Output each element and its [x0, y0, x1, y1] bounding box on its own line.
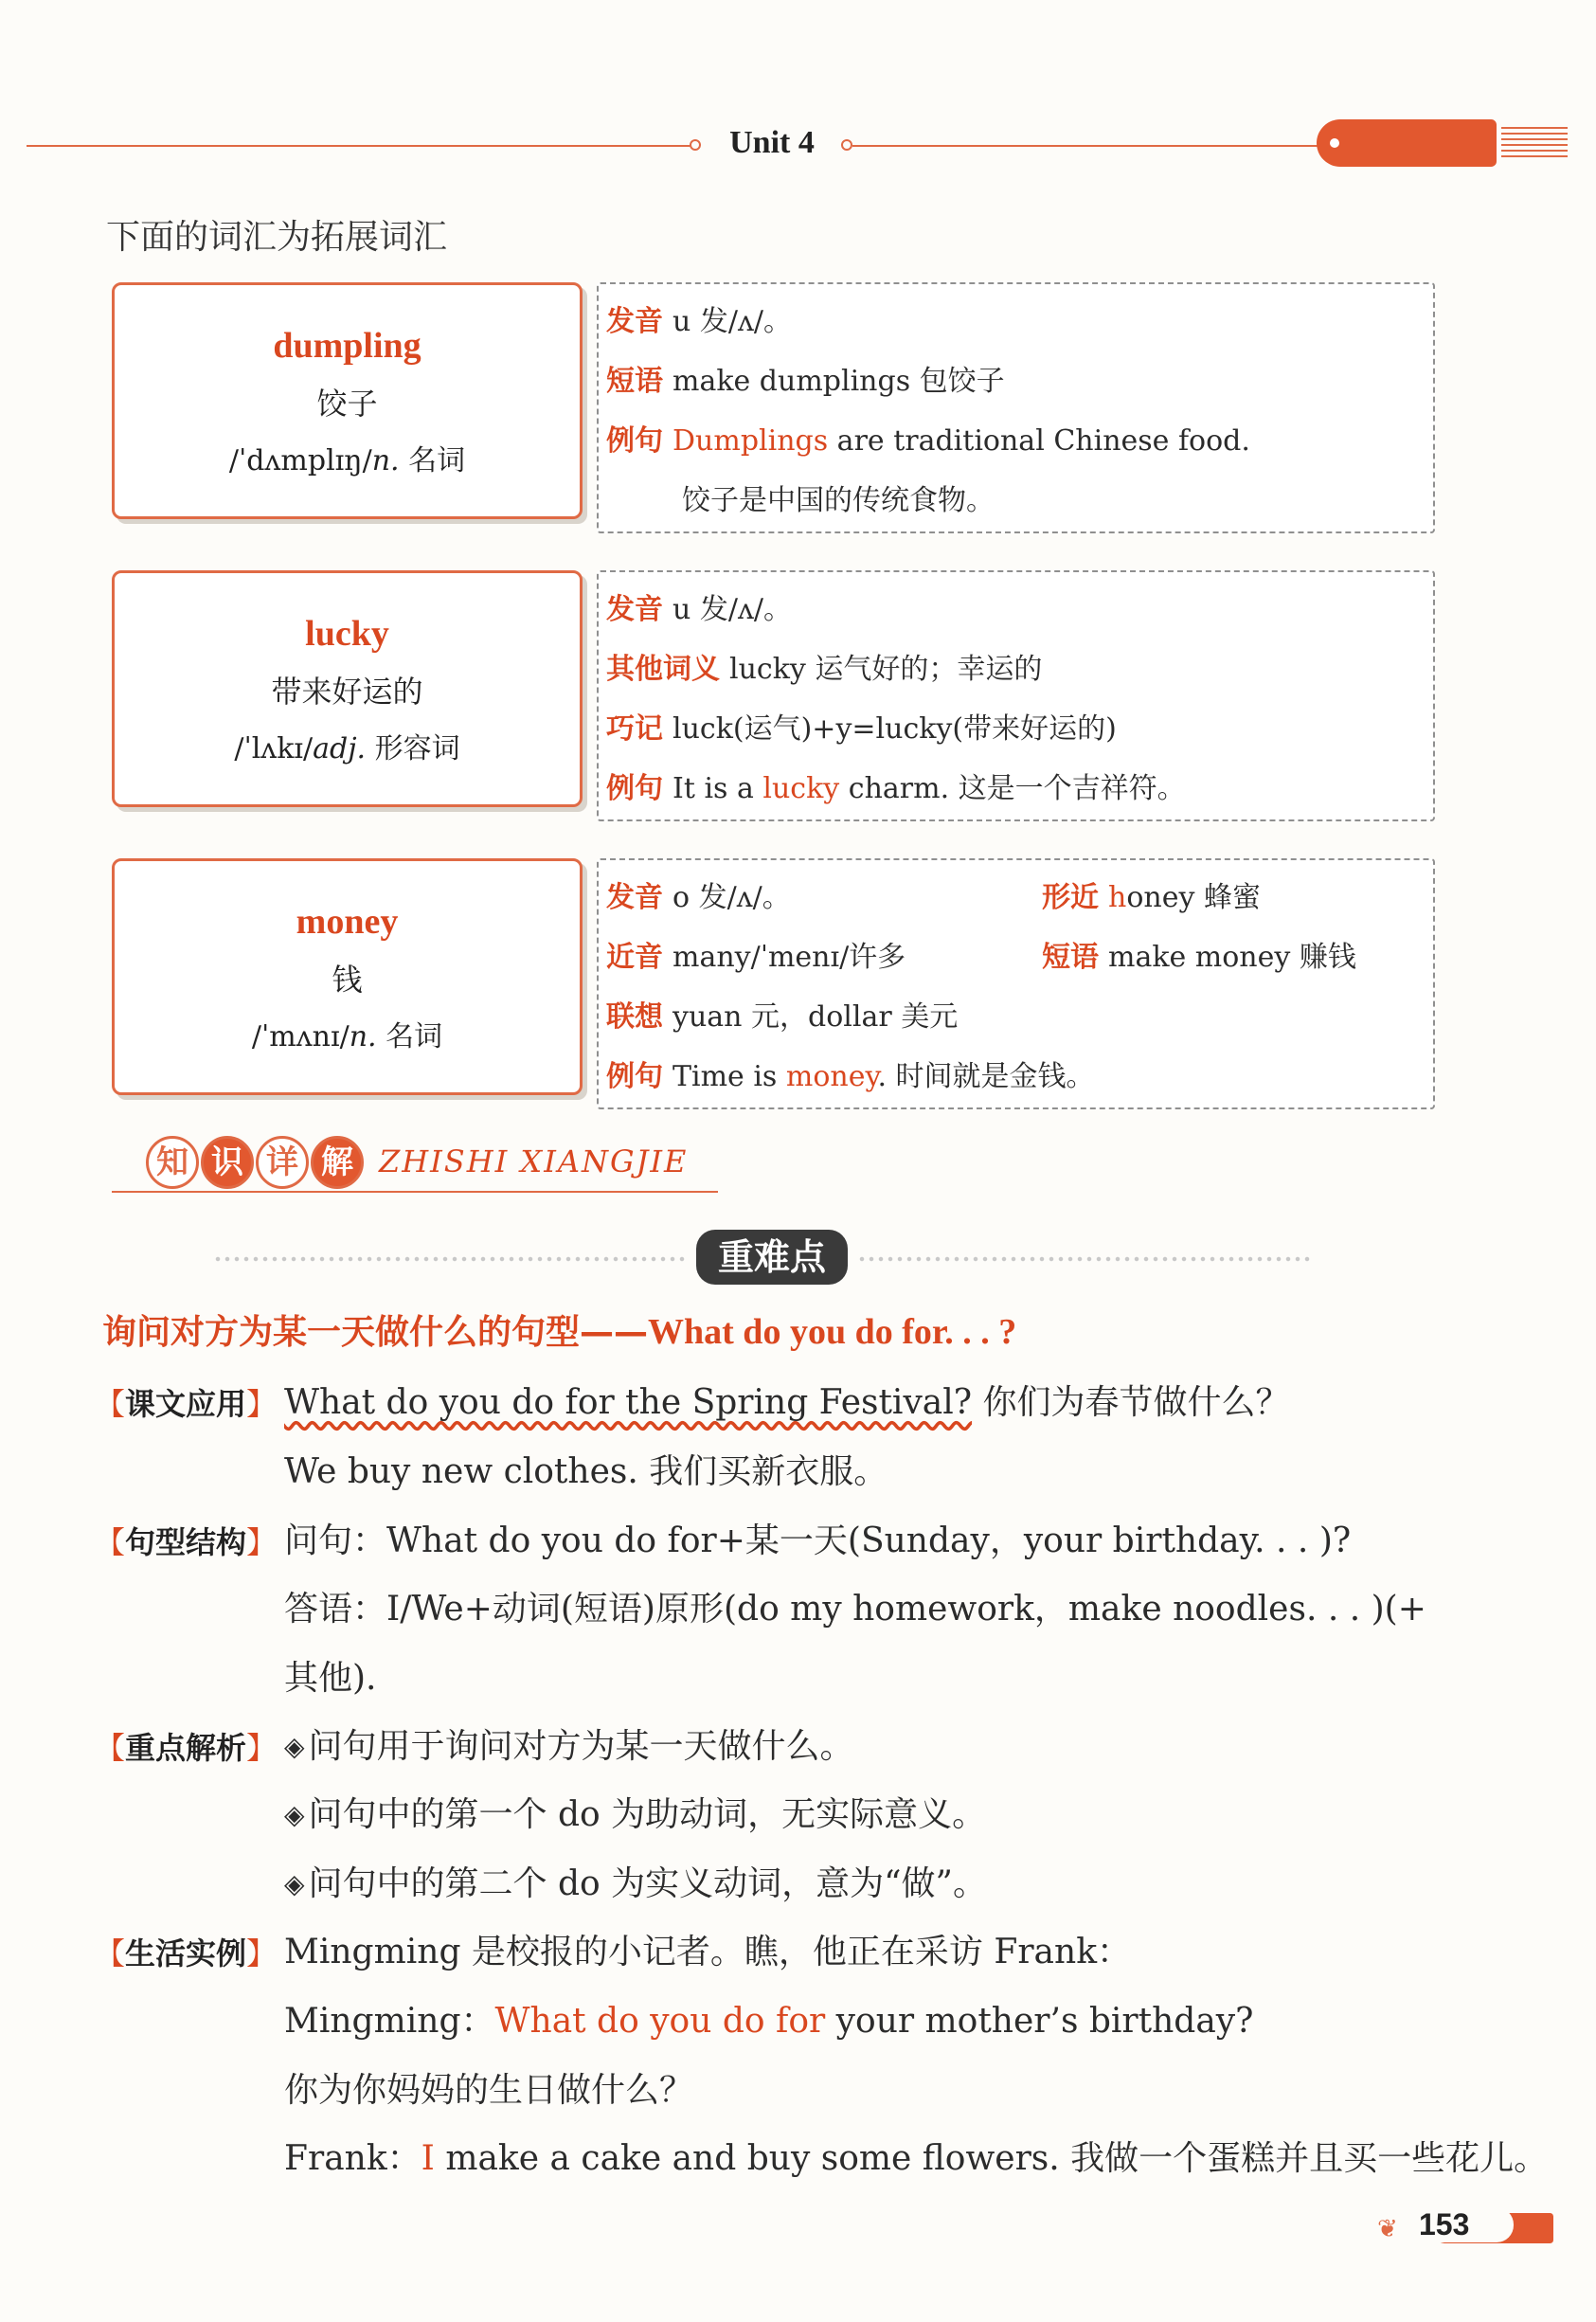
- section-char: 详: [256, 1136, 309, 1189]
- vocab-card-money: [112, 858, 583, 1095]
- text-line: What do you do for the Spring Festival? 你们为春节做什么？: [284, 1383, 1290, 1422]
- vocab-meaning: 饺子: [316, 386, 378, 422]
- page-number-text: 153: [1411, 2207, 1514, 2242]
- vocab-detail-dumpling: [597, 282, 1435, 533]
- text-line: Frank：I make a cake and buy some flowers. 我做一个蛋糕并且买一些花儿。: [284, 2139, 1549, 2178]
- vocab-word: money: [296, 902, 399, 942]
- header-tag: [1317, 119, 1497, 167]
- header-dot-right: [841, 139, 852, 151]
- detail-row: 例句 Dumplings are traditional Chinese food.: [606, 424, 1250, 458]
- header-dot-left: [690, 139, 701, 151]
- vocab-word: lucky: [305, 614, 389, 654]
- text-line: 答语：I/We+动词(短语)原形(do my homework，make noodles. . . )(+: [284, 1590, 1426, 1629]
- intro-text: 下面的词汇为拓展词汇: [106, 218, 448, 257]
- text-line: Mingming 是校报的小记者。瞧，他正在采访 Frank：: [284, 1933, 1132, 1971]
- label-sentence-structure: 【句型结构】: [95, 1524, 278, 1560]
- detail-row: 发音 u 发/ʌ/。: [606, 305, 793, 338]
- detail-row: 短语 make money 赚钱: [1042, 941, 1356, 974]
- label-life-example: 【生活实例】: [95, 1935, 278, 1971]
- detail-row: 发音 o 发/ʌ/。: [606, 881, 791, 914]
- detail-row: 其他词义 lucky 运气好的；幸运的: [606, 653, 1043, 686]
- text-line: 你为你妈妈的生日做什么？: [284, 2071, 694, 2110]
- section-char: 知: [146, 1136, 199, 1189]
- detail-row: 近音 many/ˈmenɪ/许多: [606, 941, 906, 974]
- label-key-analysis: 【重点解析】: [95, 1730, 278, 1766]
- vocab-card-dumpling: [112, 282, 583, 519]
- detail-row: 巧记 luck(运气)+y=lucky(带来好运的): [606, 712, 1117, 746]
- vocab-detail-money: [597, 858, 1435, 1109]
- detail-row: 形近 honey 蜂蜜: [1042, 881, 1261, 914]
- vocab-word: dumpling: [273, 326, 421, 366]
- detail-row: 发音 u 发/ʌ/。: [606, 593, 793, 626]
- vocab-phonetic: /ˈdʌmplɪŋ/n. 名词: [228, 444, 466, 477]
- detail-row: 例句 It is a lucky charm. 这是一个吉祥符。: [606, 772, 1186, 805]
- section-underline: [112, 1191, 718, 1193]
- vocab-card-lucky: [112, 570, 583, 807]
- leaf-icon: ❦: [1377, 2215, 1398, 2243]
- text-line: 其他).: [284, 1659, 377, 1698]
- detail-row: 短语 make dumplings 包饺子: [606, 365, 1005, 398]
- text-line: ◈ 问句用于询问对方为某一天做什么。: [284, 1727, 854, 1766]
- section-heading: [112, 1132, 775, 1198]
- dotted-line-right: [857, 1254, 1312, 1264]
- page-number: [1364, 2207, 1572, 2249]
- detail-row: 饺子是中国的传统食物。: [682, 484, 995, 517]
- key-points-badge: 重难点: [696, 1230, 848, 1285]
- header-rule-right: [852, 145, 1326, 147]
- vocab-meaning: 带来好运的: [271, 674, 423, 710]
- vocab-phonetic: /ˈlʌkɪ/adj. 形容词: [234, 732, 460, 765]
- unit-title: Unit 4: [729, 125, 815, 160]
- text-line: 问句：What do you do for+某一天(Sunday，your birthday. . . )?: [284, 1521, 1352, 1560]
- section-char: 识: [201, 1136, 254, 1189]
- text-line: Mingming：What do you do for your mother’s birthday?: [284, 2002, 1254, 2041]
- vocab-meaning: 钱: [332, 962, 363, 998]
- detail-row: 例句 Time is money. 时间就是金钱。: [606, 1060, 1095, 1093]
- vocab-detail-lucky: [597, 570, 1435, 821]
- header-rule-left: [27, 145, 691, 147]
- section-char: 解: [311, 1136, 364, 1189]
- key-points-banner: [213, 1230, 1312, 1287]
- dotted-line-left: [213, 1254, 687, 1264]
- text-line: ◈ 问句中的第二个 do 为实义动词，意为“做”。: [284, 1864, 987, 1903]
- text-line: We buy new clothes. 我们买新衣服。: [284, 1452, 888, 1491]
- vocab-phonetic: /ˈmʌnɪ/n. 名词: [251, 1020, 443, 1053]
- header-stripes: [1501, 127, 1568, 161]
- page-header: [0, 114, 1596, 180]
- detail-row: 联想 yuan 元，dollar 美元: [606, 1000, 959, 1034]
- section-pinyin: ZHISHI XIANGJIE: [379, 1143, 689, 1179]
- text-line: ◈ 问句中的第一个 do 为助动词，无实际意义。: [284, 1795, 987, 1834]
- grammar-title: 询问对方为某一天做什么的句型——What do you do for. . . ?: [102, 1312, 1017, 1352]
- label-text-application: 【课文应用】: [95, 1386, 278, 1422]
